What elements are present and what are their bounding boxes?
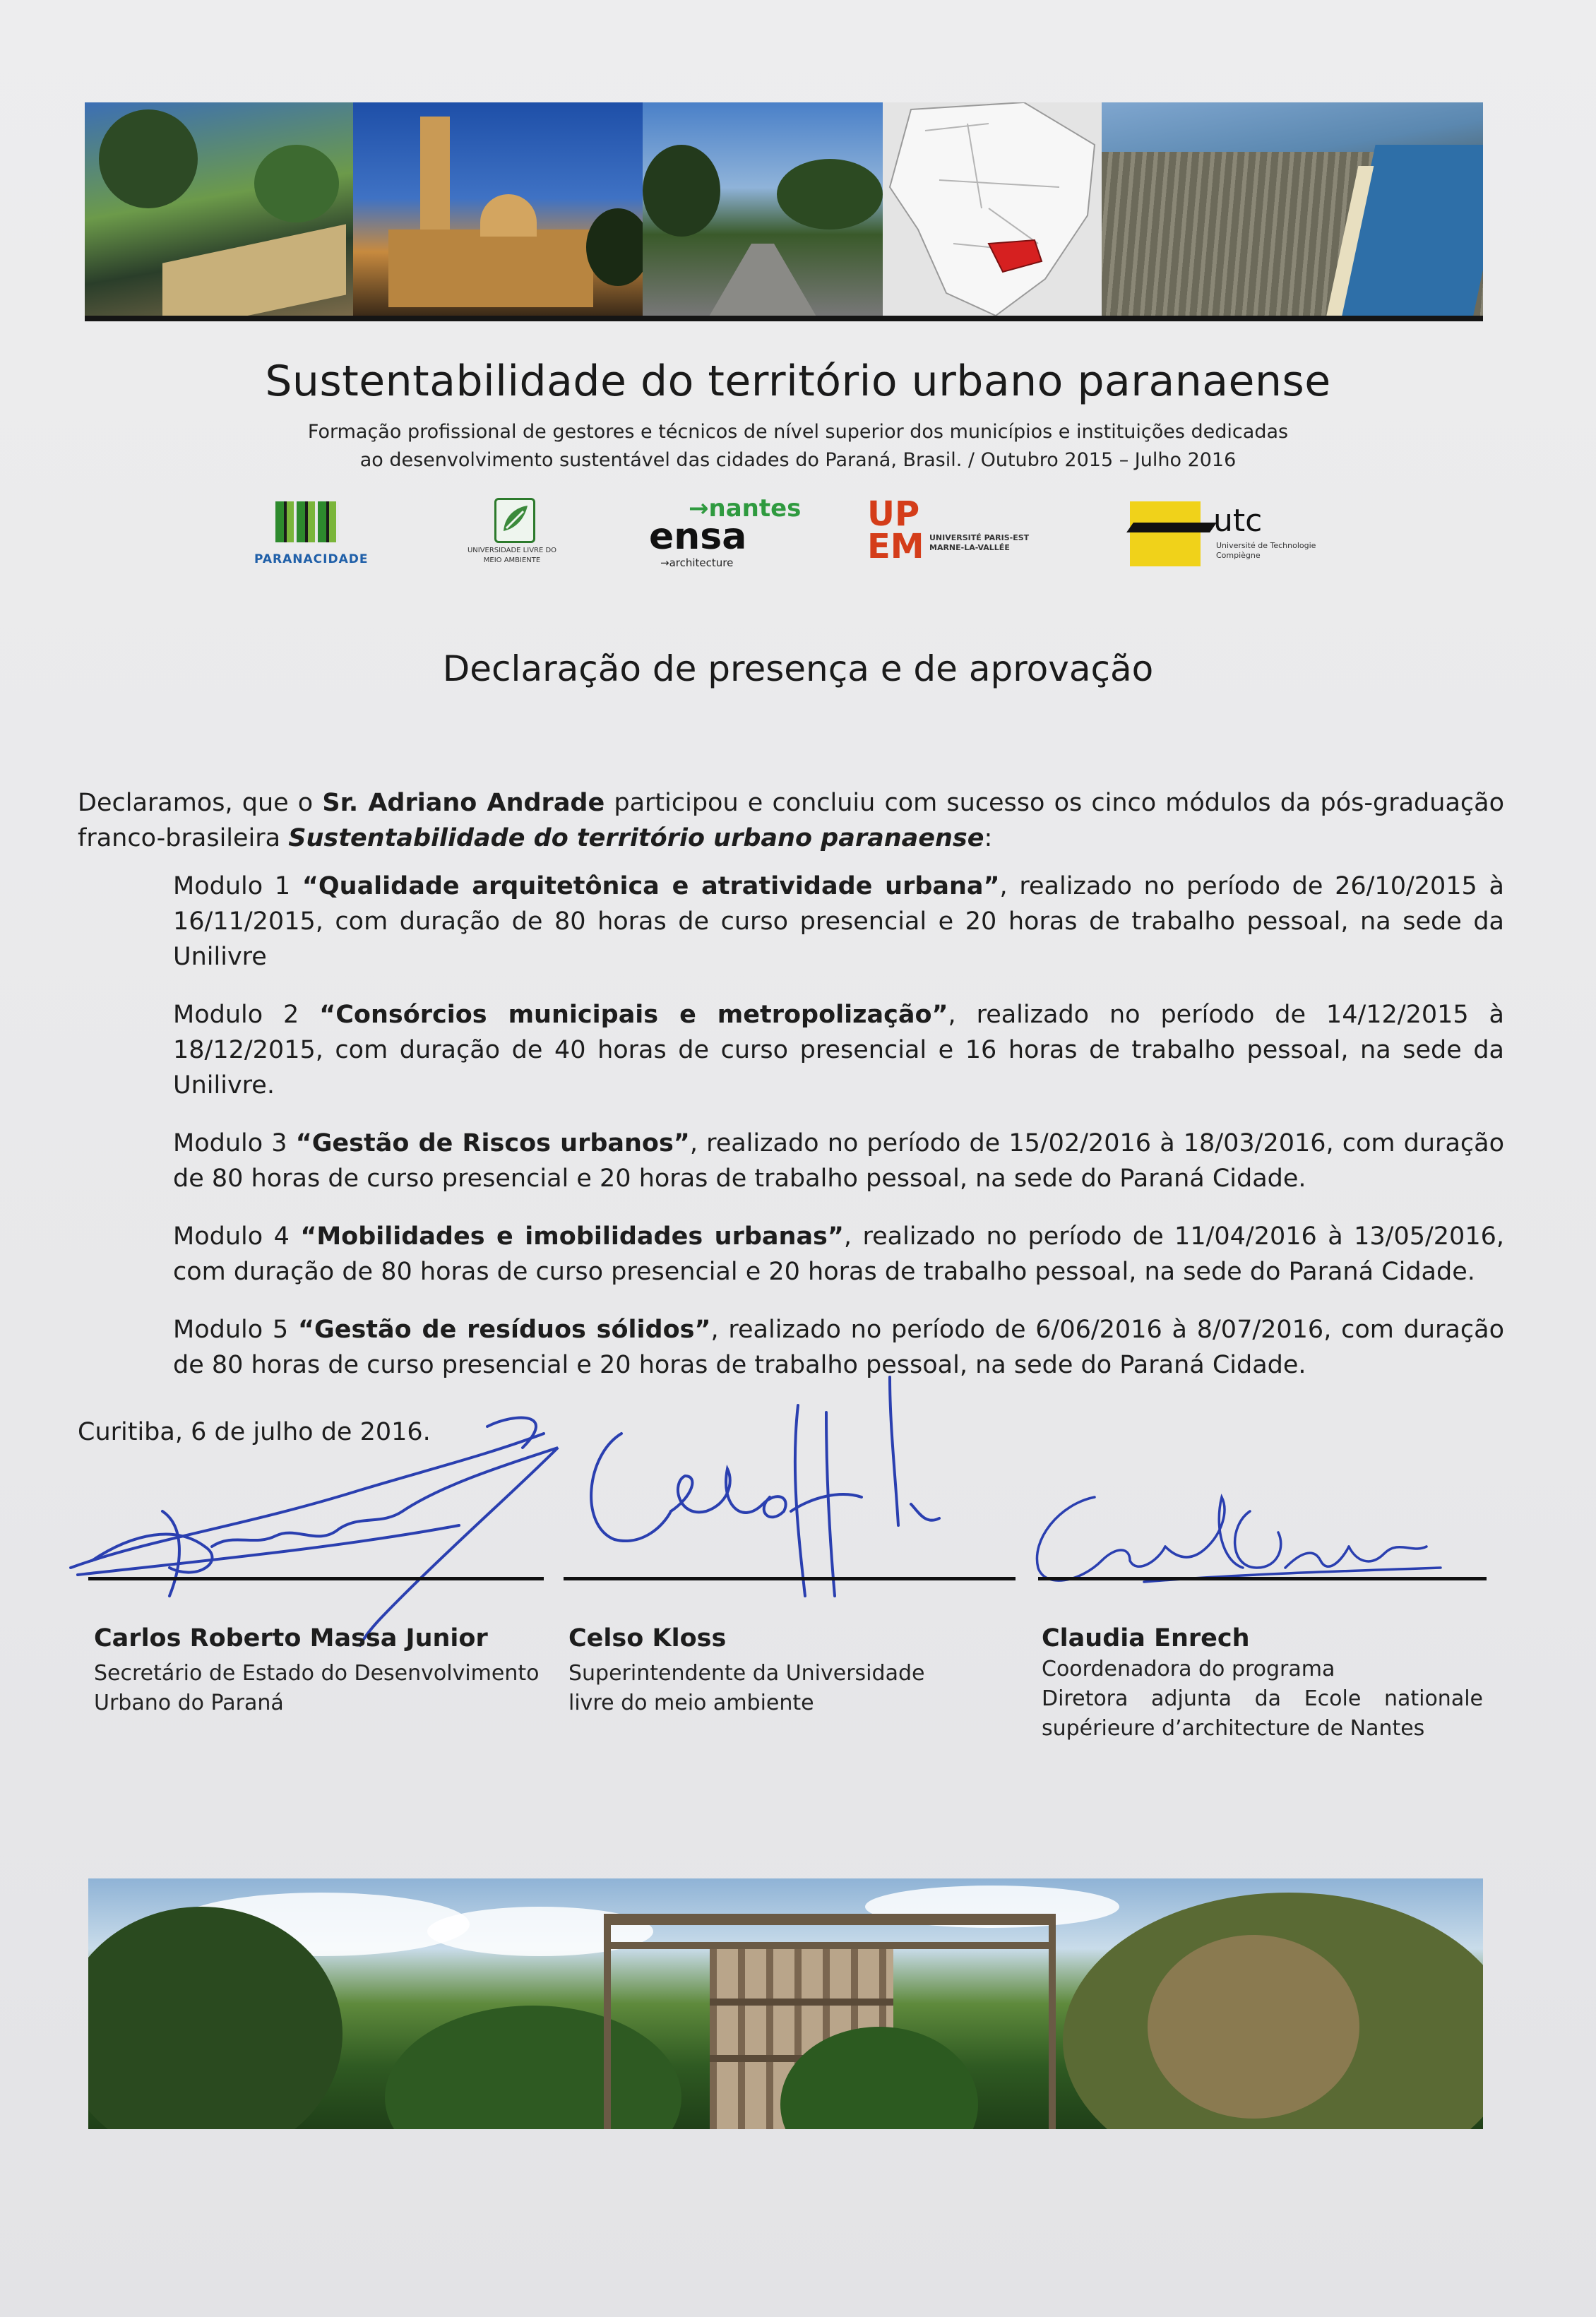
- subtitle-line-2: ao desenvolvimento sustentável das cidades do Paraná, Brasil. / Outubro 2015 – Julho 2016: [359, 449, 1237, 471]
- intro-paragraph: Declaramos, que o Sr. Adriano Andrade participou e concluiu com sucesso os cinco módulos da pós-graduação franco-brasileira Sustentabilidade do território urbano paranaense:: [78, 789, 1505, 852]
- utc-logo: utc Université de Technologie Compiègne: [1130, 501, 1328, 572]
- subtitle-line-1: Formação profissional de gestores e técnicos de nível superior dos municípios e instituições dedicadas: [307, 421, 1289, 443]
- parana-cidade-emblem-icon: [275, 501, 339, 542]
- signature-line-2: [564, 1577, 1016, 1580]
- brazil-map-icon: [883, 102, 1102, 316]
- place-date: Curitiba, 6 de julho de 2016.: [78, 1418, 431, 1446]
- module-item: Modulo 5 “Gestão de resíduos sólidos”, realizado no período de 6/06/2016 à 8/07/2016, com duração de 80 horas de curso presencial e 20 horas de trabalho pessoal, na sede do Paraná Cidade.: [173, 1316, 1504, 1379]
- signature-line-1: [88, 1577, 544, 1580]
- signature-celso-kloss: [558, 1370, 975, 1610]
- parana-cidade-logo: PARANACIDADE: [254, 501, 367, 572]
- declaration-body: [78, 785, 1504, 1405]
- photo-park-path: [643, 102, 883, 316]
- signature-line-3: [1038, 1577, 1487, 1580]
- partner-logos: [0, 494, 1596, 579]
- upem-logo: UP EM UNIVERSITÉ PARIS-EST MARNE-LA-VALLÉE: [867, 494, 1030, 566]
- photo-map-brazil: [883, 102, 1102, 316]
- signatory-name-3: Claudia Enrech: [1042, 1624, 1250, 1652]
- photo-coastal-city: [1102, 102, 1483, 316]
- signatory-role-2: Superintendente da Universidade livre do meio ambiente: [568, 1661, 925, 1715]
- photo-skateboarders: [85, 102, 353, 316]
- unilivre-logo: UNIVERSIDADE LIVRE DO MEIO AMBIENTE: [459, 498, 565, 568]
- course-name: Sustentabilidade do território urbano paranaense: [288, 824, 984, 852]
- leaf-icon: [494, 498, 535, 543]
- module-title: “Consórcios municipais e metropolização”: [319, 1001, 948, 1029]
- module-item: Modulo 1 “Qualidade arquitetônica e atratividade urbana”, realizado no período de 26/10/2015 à 16/11/2015, com duração de 80 horas de curso presencial e 20 horas de trabalho pessoal, na sede da Unilivre: [173, 872, 1505, 971]
- module-item: Modulo 4 “Mobilidades e imobilidades urbanas”, realizado no período de 11/04/2016 à 13/05/2016, com duração de 80 horas de curso presencial e 20 horas de trabalho pessoal, na sede do Paraná Cidade.: [173, 1222, 1504, 1286]
- declaration-heading: Declaração de presença e de aprovação: [442, 648, 1154, 689]
- top-photo-banner: [85, 102, 1483, 321]
- module-title: “Gestão de Riscos urbanos”: [295, 1129, 690, 1157]
- participant-name: Sr. Adriano Andrade: [322, 789, 605, 817]
- course-title: Sustentabilidade do território urbano paranaense: [265, 357, 1331, 406]
- utc-square-icon: [1130, 501, 1201, 566]
- module-title: “Qualidade arquitetônica e atratividade urbana”: [302, 872, 1000, 900]
- bottom-photo-banner: [88, 1878, 1483, 2129]
- module-item: Modulo 2 “Consórcios municipais e metropolização”, realizado no período de 14/12/2015 à 18/12/2015, com duração de 40 horas de curso presencial e 16 horas de trabalho pessoal, na sede da Unilivre.: [173, 1001, 1504, 1100]
- course-subtitle: [184, 418, 1412, 475]
- utc-wing-icon: [1126, 523, 1217, 532]
- ensa-nantes-logo: →nantes ensa →architecture: [649, 494, 802, 569]
- module-item: Modulo 3 “Gestão de Riscos urbanos”, realizado no período de 15/02/2016 à 18/03/2016, com duração de 80 horas de curso presencial e 20 horas de trabalho pessoal, na sede do Paraná Cidade.: [173, 1129, 1504, 1193]
- signatory-name-2: Celso Kloss: [568, 1624, 727, 1652]
- photo-church: [353, 102, 643, 316]
- signatory-name-1: Carlos Roberto Massa Junior: [94, 1624, 488, 1652]
- signature-claudia-enrech: [1017, 1483, 1455, 1603]
- signatory-role-3: Coordenadora do programa Diretora adjunta da Ecole nationale supérieure d’architecture de Nantes: [1042, 1657, 1483, 1741]
- module-title: “Gestão de resíduos sólidos”: [297, 1316, 711, 1344]
- modules-list: [173, 869, 1504, 1383]
- signatory-role-1: Secretário de Estado do Desenvolvimento Urbano do Paraná: [94, 1661, 540, 1715]
- module-title: “Mobilidades e imobilidades urbanas”: [300, 1222, 844, 1251]
